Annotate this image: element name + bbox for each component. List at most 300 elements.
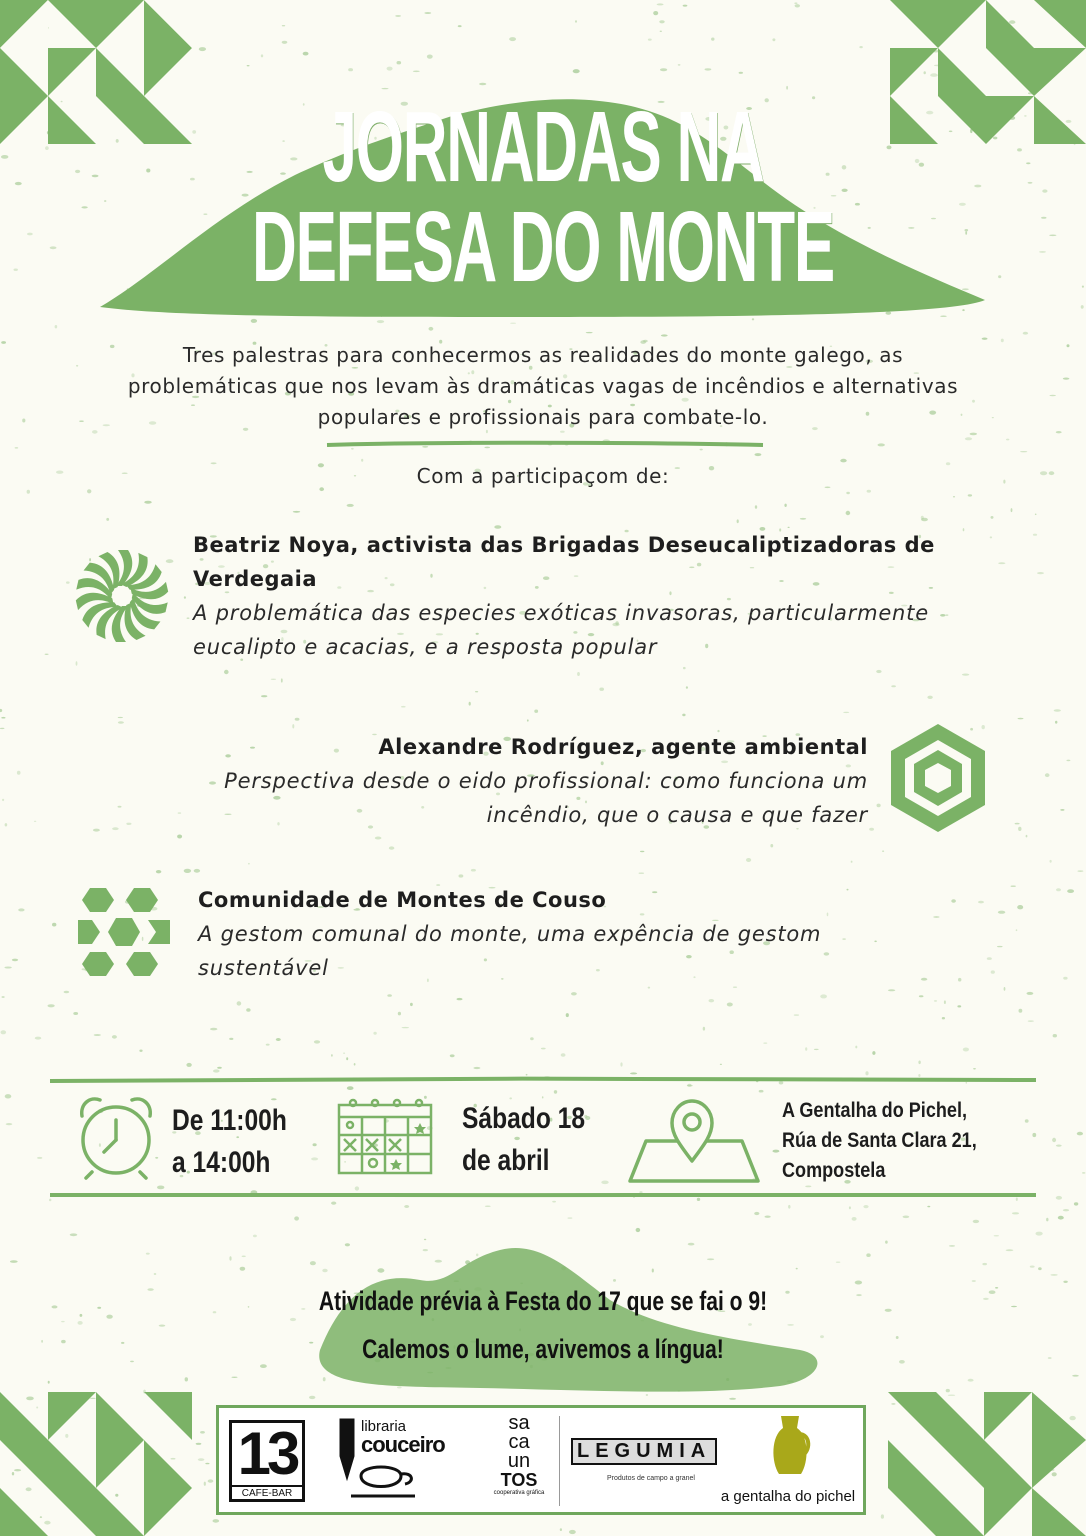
speckle bbox=[991, 516, 994, 519]
speckle bbox=[61, 1321, 65, 1322]
speckle bbox=[2, 799, 4, 801]
speckle bbox=[248, 863, 250, 865]
speckle bbox=[347, 504, 354, 507]
speckle bbox=[45, 654, 49, 655]
speckle bbox=[620, 1062, 622, 1066]
speckle bbox=[37, 1157, 42, 1159]
speckle bbox=[567, 1217, 572, 1218]
speckle bbox=[1053, 1034, 1057, 1037]
speckle bbox=[601, 1181, 608, 1185]
speckle bbox=[1011, 508, 1013, 512]
hexagon-icon bbox=[885, 722, 991, 834]
speckle bbox=[972, 400, 975, 403]
speckle bbox=[15, 447, 19, 448]
speckle bbox=[213, 1069, 220, 1072]
speckle bbox=[998, 275, 1001, 278]
speckle bbox=[159, 1325, 166, 1327]
speckle bbox=[154, 1273, 157, 1274]
speckle bbox=[361, 459, 363, 462]
speckle bbox=[12, 959, 18, 962]
speckle bbox=[242, 1256, 246, 1258]
speckle bbox=[354, 1063, 356, 1066]
speckle bbox=[64, 991, 70, 994]
speckle bbox=[118, 717, 123, 718]
speckle bbox=[5, 823, 8, 826]
title-line-1: JORNADAS NA bbox=[322, 91, 764, 203]
speckle bbox=[978, 901, 984, 904]
title-line-2: DEFESA DO MONTE bbox=[252, 191, 834, 303]
speckle bbox=[450, 1054, 455, 1057]
speckle bbox=[246, 1008, 250, 1012]
speckle bbox=[1050, 860, 1052, 863]
speckle bbox=[927, 1206, 930, 1208]
speckle bbox=[784, 504, 786, 507]
speckle bbox=[87, 489, 91, 493]
speckle bbox=[185, 1377, 188, 1381]
speckle bbox=[882, 851, 884, 852]
speckle bbox=[1004, 987, 1006, 991]
speckle bbox=[106, 518, 109, 521]
sponsors-box bbox=[216, 1405, 866, 1515]
speckle bbox=[737, 519, 739, 523]
speckle bbox=[686, 686, 688, 689]
speckle bbox=[648, 39, 652, 41]
speckle bbox=[177, 835, 182, 839]
speckle bbox=[1037, 572, 1044, 574]
speckle bbox=[982, 338, 988, 340]
speckle bbox=[311, 1157, 318, 1160]
speckle bbox=[921, 518, 928, 522]
speckle bbox=[1056, 888, 1061, 891]
speckle bbox=[840, 459, 846, 463]
speckle bbox=[989, 1290, 996, 1294]
speckle bbox=[1017, 148, 1022, 151]
speckle bbox=[224, 670, 229, 674]
speckle bbox=[992, 417, 994, 418]
speckle bbox=[103, 424, 110, 426]
speckle bbox=[683, 5, 688, 7]
speckle bbox=[855, 1046, 857, 1049]
speckle bbox=[469, 702, 471, 706]
flower-icon bbox=[76, 886, 172, 978]
date-line-1: Sábado 18 bbox=[462, 1102, 586, 1135]
speckle bbox=[1067, 344, 1070, 347]
speckle bbox=[292, 724, 294, 728]
speckle bbox=[949, 1245, 955, 1247]
speckle bbox=[982, 1263, 987, 1265]
speckle bbox=[457, 998, 463, 1000]
speckle bbox=[1026, 835, 1028, 838]
speckle bbox=[5, 1094, 12, 1098]
corner-pattern-bottom-left bbox=[0, 1392, 200, 1536]
time-line-2: a 14:00h bbox=[172, 1146, 271, 1179]
speckle bbox=[139, 1050, 142, 1052]
speckle bbox=[97, 1307, 101, 1309]
spiral-sun-icon bbox=[72, 548, 172, 644]
time-line-1: De 11:00h bbox=[172, 1104, 287, 1137]
speckle bbox=[0, 709, 2, 712]
speckle bbox=[10, 1260, 18, 1263]
speckle bbox=[891, 685, 896, 687]
speckle bbox=[1011, 1306, 1017, 1307]
sponsor-13-cafe-bar-logo bbox=[229, 1420, 305, 1502]
speckle bbox=[294, 1216, 299, 1220]
speckle bbox=[93, 829, 100, 832]
speckle bbox=[1052, 1138, 1056, 1142]
speckle bbox=[1048, 1357, 1052, 1359]
sacauntos-line-1: sa bbox=[508, 1412, 530, 1434]
speckle bbox=[659, 20, 664, 23]
sacauntos-line-3: un bbox=[507, 1450, 531, 1472]
speckle bbox=[75, 170, 80, 173]
speckle bbox=[1050, 1274, 1057, 1276]
speckle bbox=[991, 970, 995, 973]
speckle bbox=[878, 443, 885, 446]
speckle bbox=[554, 1090, 557, 1094]
address-text bbox=[782, 1096, 1040, 1186]
speckle bbox=[765, 1216, 771, 1218]
speckle bbox=[41, 1340, 43, 1343]
address-line-2: Rúa de Santa Clara 21, bbox=[782, 1129, 977, 1152]
time-text bbox=[172, 1100, 287, 1184]
speckle bbox=[240, 1267, 246, 1271]
speckle bbox=[820, 994, 827, 998]
speckle bbox=[944, 1000, 946, 1004]
speckle bbox=[346, 1057, 348, 1060]
speckle bbox=[92, 430, 98, 434]
speckle bbox=[534, 710, 538, 713]
speckle bbox=[331, 1202, 336, 1205]
speckle bbox=[184, 869, 191, 873]
speckle bbox=[1054, 709, 1061, 711]
speckle bbox=[851, 861, 853, 863]
speckle bbox=[348, 68, 353, 71]
speckle bbox=[997, 946, 1003, 947]
speckle bbox=[1081, 305, 1084, 309]
speckle bbox=[1063, 378, 1070, 380]
speckle bbox=[863, 1205, 868, 1208]
speckle bbox=[877, 804, 881, 808]
speckle bbox=[958, 978, 961, 982]
sacauntos-caption: cooperativa gráfica bbox=[493, 1490, 545, 1496]
speckle bbox=[78, 1321, 83, 1325]
speckle bbox=[17, 771, 21, 775]
speckle bbox=[1028, 1021, 1034, 1022]
speckle bbox=[410, 1003, 413, 1006]
gentalha-name: a gentalha do pichel bbox=[720, 1488, 856, 1505]
speckle bbox=[156, 870, 161, 873]
speckle bbox=[953, 496, 955, 497]
speaker-2 bbox=[160, 730, 868, 832]
speckle bbox=[571, 992, 577, 995]
speckle bbox=[27, 490, 30, 494]
sponsor-couceiro-name: couceiro bbox=[361, 1432, 445, 1457]
speckle bbox=[247, 65, 250, 66]
sponsor-13-number: 13 bbox=[237, 1420, 297, 1487]
speckle bbox=[387, 994, 392, 997]
speckle bbox=[994, 1235, 999, 1236]
speckle bbox=[1049, 395, 1056, 396]
legumia-name: LEGUMIA bbox=[571, 1438, 717, 1465]
speckle bbox=[1038, 1267, 1042, 1270]
speckle bbox=[682, 714, 685, 717]
speckle bbox=[76, 365, 78, 367]
speckle bbox=[727, 1003, 733, 1007]
speckle bbox=[973, 1068, 976, 1069]
speckle bbox=[66, 581, 70, 583]
speckle bbox=[404, 1205, 409, 1208]
speckle bbox=[276, 1038, 281, 1041]
speckle bbox=[479, 83, 486, 86]
speckle bbox=[293, 511, 300, 513]
speckle bbox=[1018, 718, 1024, 720]
speckle bbox=[1016, 929, 1018, 931]
speckle bbox=[157, 1186, 164, 1190]
speckle bbox=[849, 1206, 851, 1209]
speckle bbox=[973, 1220, 979, 1223]
speckle bbox=[22, 419, 25, 423]
speckle bbox=[661, 334, 668, 336]
speckle bbox=[763, 1043, 767, 1044]
participation-label: Com a participaçom de: bbox=[416, 464, 670, 488]
speckle bbox=[575, 20, 577, 22]
speckle bbox=[800, 518, 806, 520]
speckle bbox=[918, 1061, 920, 1065]
speckle bbox=[855, 1281, 862, 1285]
speckle bbox=[678, 64, 681, 65]
speckle bbox=[1063, 977, 1067, 980]
speckle bbox=[35, 1037, 41, 1040]
speckle bbox=[413, 71, 420, 73]
speckle bbox=[424, 12, 431, 14]
speckle bbox=[50, 246, 57, 249]
speckle bbox=[703, 1027, 705, 1031]
speckle bbox=[788, 1205, 790, 1209]
speckle bbox=[869, 828, 874, 831]
speckle bbox=[313, 1143, 317, 1146]
speckle bbox=[972, 1280, 976, 1282]
speckle bbox=[1074, 1202, 1078, 1205]
speckle bbox=[903, 1216, 910, 1219]
sponsor-13-caption: CAFE-BAR bbox=[232, 1485, 302, 1501]
speckle bbox=[846, 492, 850, 494]
speckle bbox=[711, 38, 714, 41]
speckle bbox=[1039, 251, 1046, 253]
speckle bbox=[48, 1004, 55, 1007]
speaker-3-topic: A gestom comunal do monte, uma expência de gestom sustentável bbox=[198, 922, 822, 980]
speckle bbox=[795, 4, 800, 7]
speckle bbox=[217, 1067, 222, 1069]
speckle bbox=[18, 908, 24, 911]
speckle bbox=[720, 1064, 722, 1065]
speckle bbox=[1082, 286, 1084, 288]
speckle bbox=[968, 494, 972, 496]
speckle bbox=[770, 844, 773, 847]
speckle bbox=[561, 1053, 566, 1057]
speckle bbox=[987, 957, 992, 960]
speckle bbox=[1041, 217, 1046, 219]
speckle bbox=[34, 821, 36, 822]
speckle bbox=[387, 67, 393, 71]
speckle bbox=[1030, 1266, 1035, 1268]
speckle bbox=[14, 269, 18, 271]
speckle bbox=[852, 1217, 857, 1221]
speckle bbox=[709, 999, 715, 1002]
speckle bbox=[867, 490, 871, 493]
speckle bbox=[1055, 721, 1057, 724]
speckle bbox=[80, 1314, 83, 1317]
speckle bbox=[739, 72, 743, 74]
speckle bbox=[266, 1044, 270, 1046]
speckle bbox=[27, 233, 33, 236]
speckle bbox=[1035, 514, 1037, 516]
sacauntos-line-4: TOS bbox=[500, 1470, 538, 1490]
speckle bbox=[282, 41, 288, 44]
sponsor-gentalha-logo bbox=[713, 1412, 863, 1512]
speckle bbox=[885, 1241, 888, 1244]
speckle bbox=[1015, 823, 1020, 825]
speckle bbox=[1023, 332, 1028, 335]
speckle bbox=[1072, 1375, 1079, 1377]
speckle bbox=[1036, 1232, 1043, 1236]
speckle bbox=[962, 674, 969, 676]
speckle bbox=[888, 989, 895, 991]
speckle bbox=[343, 1053, 345, 1054]
speaker-1-name: Beatriz Noya, activista das Brigadas Deseucaliptizadoras de Verdegaia bbox=[193, 533, 935, 591]
speckle bbox=[970, 433, 977, 436]
speckle bbox=[640, 851, 644, 852]
speckle bbox=[1027, 992, 1034, 995]
speaker-2-name: Alexandre Rodríguez, agente ambiental bbox=[378, 735, 868, 759]
speckle bbox=[261, 54, 263, 57]
speckle bbox=[1077, 1132, 1083, 1136]
speckle bbox=[429, 327, 434, 331]
speckle bbox=[6, 1123, 13, 1125]
sponsor-legumia-logo bbox=[571, 1438, 721, 1498]
speckle bbox=[475, 691, 478, 692]
speckle bbox=[1006, 1249, 1014, 1251]
speckle bbox=[660, 31, 662, 32]
legumia-caption: Produtos de campo a granel bbox=[607, 1475, 695, 1482]
speckle bbox=[52, 923, 56, 927]
speckle bbox=[560, 1528, 562, 1531]
speckle bbox=[759, 1090, 764, 1093]
speckle bbox=[237, 1001, 242, 1005]
speckle bbox=[213, 1519, 220, 1523]
speckle bbox=[876, 670, 881, 673]
speckle bbox=[81, 206, 87, 208]
speckle bbox=[110, 345, 115, 348]
speaker-3-name: Comunidade de Montes de Couso bbox=[198, 888, 607, 912]
speckle bbox=[106, 1315, 112, 1319]
slogan-blob bbox=[280, 1240, 840, 1400]
speckle bbox=[657, 3, 664, 5]
speckle bbox=[303, 52, 309, 56]
speckle bbox=[859, 46, 862, 48]
speckle bbox=[375, 837, 382, 840]
speckle bbox=[186, 1063, 191, 1067]
info-band-top-line bbox=[48, 1075, 1038, 1085]
speckle bbox=[73, 1012, 78, 1015]
speckle bbox=[509, 37, 516, 41]
speckle bbox=[295, 718, 300, 721]
speckle bbox=[1056, 1145, 1062, 1147]
speckle bbox=[401, 706, 406, 708]
speckle bbox=[210, 1028, 217, 1031]
speckle bbox=[373, 1032, 376, 1035]
speckle bbox=[15, 182, 22, 185]
speckle bbox=[1, 996, 4, 998]
speckle bbox=[282, 25, 285, 26]
speckle bbox=[1033, 534, 1037, 536]
speckle bbox=[660, 68, 667, 71]
speckle bbox=[794, 1014, 799, 1015]
speaker-1-topic: A problemática das especies exóticas invasoras, particularmente eucalipto e acacias, e a resposta popular bbox=[193, 601, 929, 659]
speckle bbox=[705, 68, 712, 70]
speckle bbox=[866, 1253, 870, 1257]
speckle bbox=[1, 717, 5, 719]
speckle bbox=[586, 332, 593, 333]
speckle bbox=[253, 1235, 257, 1238]
speckle bbox=[347, 1086, 354, 1090]
speckle bbox=[485, 1206, 491, 1207]
speckle bbox=[1001, 339, 1004, 343]
speckle bbox=[473, 1067, 480, 1069]
speckle bbox=[389, 846, 394, 849]
speckle bbox=[1042, 189, 1047, 192]
speckle bbox=[1017, 905, 1023, 909]
corner-pattern-bottom-right bbox=[888, 1392, 1086, 1536]
speckle bbox=[1012, 1212, 1019, 1214]
speckle bbox=[772, 38, 775, 41]
speckle bbox=[843, 712, 849, 713]
speckle bbox=[599, 688, 604, 691]
speckle bbox=[1077, 871, 1083, 872]
speckle bbox=[281, 678, 283, 682]
speckle bbox=[755, 505, 757, 509]
speckle bbox=[1, 155, 8, 159]
speckle bbox=[112, 1035, 117, 1039]
speckle bbox=[983, 1298, 989, 1300]
speckle bbox=[1, 341, 6, 344]
speckle bbox=[566, 1013, 569, 1017]
slogan-line-2: Calemos o lume, avivemos a língua! bbox=[362, 1334, 724, 1364]
slogan-line-1: Atividade prévia à Festa do 17 que se fai o 9! bbox=[318, 1286, 768, 1316]
speckle bbox=[184, 596, 186, 599]
speckle bbox=[79, 421, 84, 422]
speckle bbox=[395, 15, 401, 16]
speckle bbox=[773, 1150, 780, 1153]
sponsor-couceiro-top: libraria bbox=[361, 1418, 407, 1435]
speckle bbox=[1019, 1009, 1023, 1013]
speckle bbox=[1058, 1216, 1064, 1220]
speckle bbox=[963, 1048, 969, 1052]
speckle bbox=[1060, 809, 1064, 811]
speckle bbox=[459, 874, 464, 877]
speckle bbox=[872, 1051, 875, 1055]
speckle bbox=[1056, 431, 1062, 433]
speckle bbox=[569, 1530, 576, 1534]
speckle bbox=[1018, 827, 1021, 831]
speckle bbox=[48, 1381, 50, 1384]
speckle bbox=[1, 1030, 7, 1034]
speckle bbox=[187, 618, 190, 619]
calendar-icon bbox=[336, 1097, 434, 1177]
speckle bbox=[1028, 182, 1033, 184]
speckle bbox=[194, 869, 200, 873]
speckle bbox=[112, 827, 119, 830]
speckle bbox=[527, 719, 529, 721]
